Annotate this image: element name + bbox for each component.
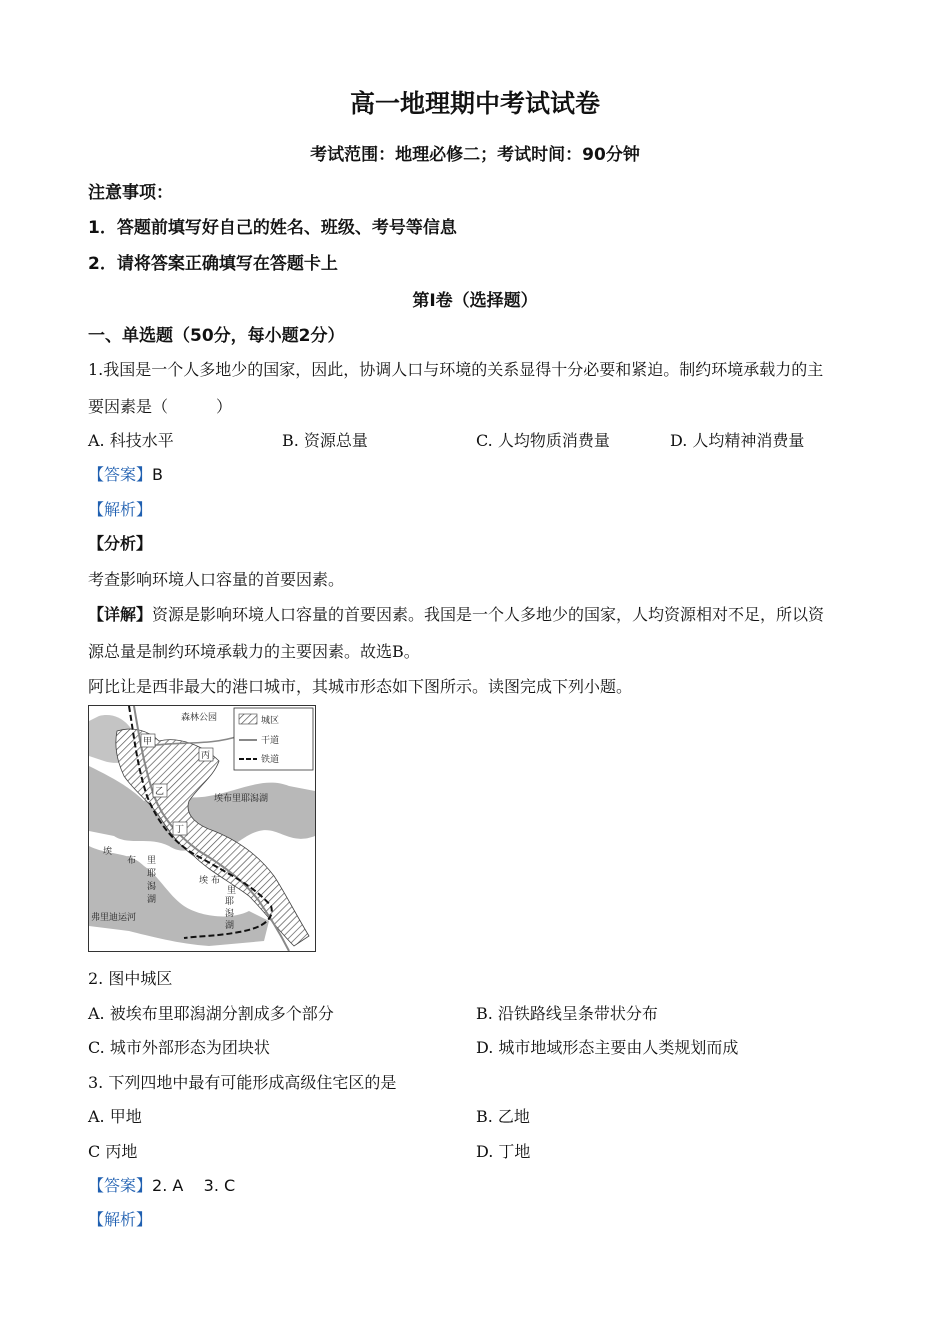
q1-option-a: A. 科技水平 [88,431,174,450]
analysis-tag: 【解析】 [88,500,153,519]
label-lagoon-center-3: 里 [227,886,237,896]
detail-tag: 【详解】 [88,605,153,624]
q1-option-c: C. 人均物质消费量 [476,431,610,450]
q2-stem: 2. 图中城区 [88,969,173,988]
legend-city: 城区 [261,716,280,726]
label-ding: 丁 [175,825,185,835]
label-jia: 甲 [143,737,153,747]
label-lagoon-left-6: 湖 [147,895,157,905]
q1-answer: B [152,465,163,484]
detail-text-1: 资源是影响环境人口容量的首要因素。我国是一个人多地少的国家，人均资源相对不足，所以资 [152,605,825,624]
q3-option-d: D. 丁地 [476,1142,531,1161]
label-bing: 丙 [201,751,211,761]
city-map-svg [89,706,315,951]
label-lagoon-center-5: 潟 [225,909,235,919]
q3-stem: 3. 下列四地中最有可能形成高级住宅区的是 [88,1073,397,1092]
label-forest-park: 森林公园 [181,713,218,723]
notice-item-1: 1．答题前填写好自己的姓名、班级、考号等信息 [88,218,457,238]
notice-item-2: 2．请将答案正确填写在答题卡上 [88,254,338,274]
notice-heading: 注意事项： [88,183,173,203]
label-lagoon-left-1: 埃 [103,847,113,857]
q23-answer-line [88,1173,235,1196]
fenxi-text: 考查影响环境人口容量的首要因素。 [88,570,345,589]
label-canal: 弗里迪运河 [91,913,137,923]
q2-option-d: D. 城市地域形态主要由人类规划而成 [476,1038,739,1057]
label-lagoon-left-5: 潟 [147,882,157,892]
analysis-tag-23: 【解析】 [88,1210,153,1229]
page-title: 高一地理期中考试试卷 [349,89,600,118]
q1-option-b: B. 资源总量 [282,431,368,450]
detail-line2: 源总量是制约环境承载力的主要因素。故选B。 [88,642,420,661]
legend-rail: 铁道 [261,755,280,765]
part-title: 第I卷（选择题） [412,291,538,311]
answer-tag-23: 【答案】 [88,1176,153,1195]
label-yi: 乙 [155,787,165,797]
label-lagoon-left-4: 耶 [147,869,157,879]
label-lagoon-center-6: 湖 [225,921,235,931]
label-lagoon-center-4: 耶 [225,897,235,907]
label-lagoon-left-2: 布 [127,856,137,866]
q2-option-c: C. 城市外部形态为团块状 [88,1038,270,1057]
fenxi-tag: 【分析】 [88,534,153,553]
q1-option-d: D. 人均精神消费量 [670,431,805,450]
q2-option-a: A. 被埃布里耶潟湖分割成多个部分 [88,1004,334,1023]
passage: 阿比让是西非最大的港口城市，其城市形态如下图所示。读图完成下列小题。 [88,677,633,696]
q23-answers: 2. A 3. C [152,1176,236,1195]
legend-road: 干道 [261,736,280,746]
q3-option-c: C 丙地 [88,1142,138,1161]
detail-line1 [88,602,824,625]
label-lagoon-top: 埃布里耶潟湖 [214,794,269,804]
label-lagoon-center-1: 埃 [199,876,209,886]
answer-tag: 【答案】 [88,465,153,484]
q1-stem-line2: 要因素是（ ） [88,397,233,416]
q3-option-a: A. 甲地 [88,1107,142,1126]
section-title: 一、单选题（50分，每小题2分） [88,326,345,346]
city-map-figure [88,705,316,952]
q1-answer-line [88,462,163,485]
label-lagoon-left-3: 里 [147,856,157,866]
q2-option-b: B. 沿铁路线呈条带状分布 [476,1004,658,1023]
q3-option-b: B. 乙地 [476,1107,530,1126]
exam-subtitle: 考试范围：地理必修二；考试时间：90分钟 [310,145,640,165]
q1-stem-line1: 1.我国是一个人多地少的国家，因此，协调人口与环境的关系显得十分必要和紧迫。制约环境承载力的主 [88,360,824,379]
label-lagoon-center-2: 布 [211,876,221,886]
